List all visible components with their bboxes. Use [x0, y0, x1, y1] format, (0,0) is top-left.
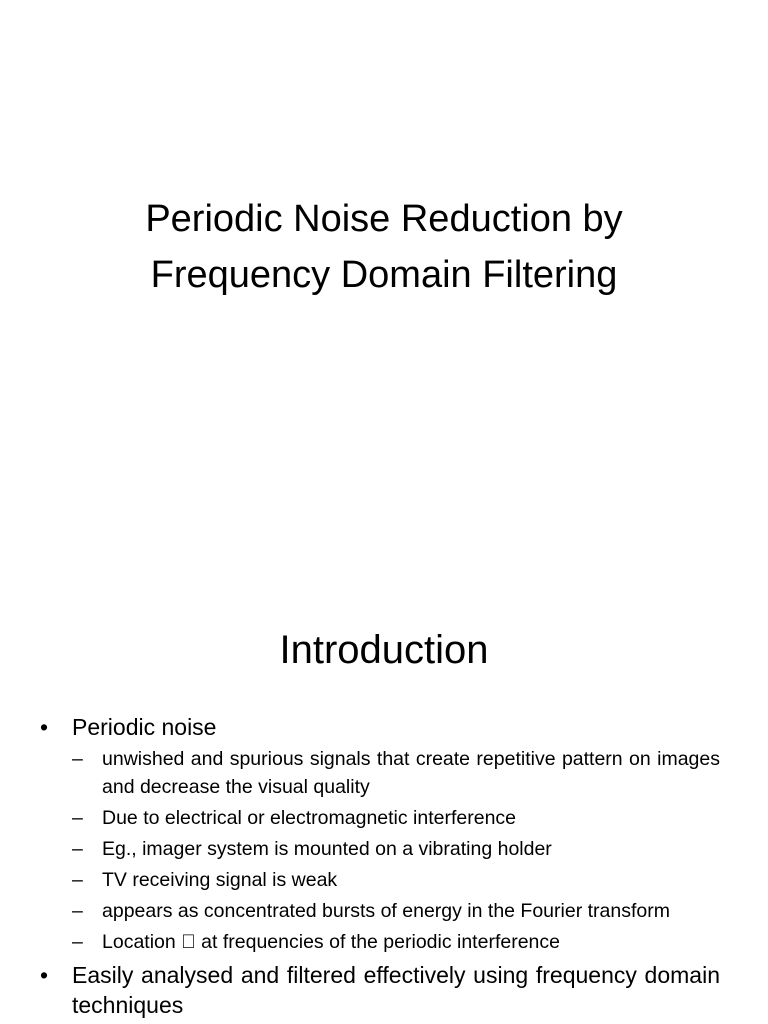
sub-bullet-text: appears as concentrated bursts of energy in the Fourier transform [102, 900, 670, 922]
slide-heading: Introduction [279, 628, 489, 672]
sub-bullet-item [72, 745, 720, 801]
sub-bullet-item [72, 897, 720, 925]
bullet-marker: • [40, 962, 49, 988]
introduction-slide [0, 576, 768, 1024]
dash-marker: – [72, 900, 83, 922]
slide-title [0, 191, 768, 303]
sub-bullet-item [72, 804, 720, 832]
bullet-text: Periodic noise [72, 714, 217, 740]
dash-marker: – [72, 869, 83, 891]
dash-marker: – [72, 748, 83, 770]
dash-marker: – [72, 931, 83, 953]
bullet-item [40, 712, 720, 956]
sub-bullet-item [72, 928, 720, 956]
sub-bullet-text: Eg., imager system is mounted on a vibrating holder [102, 838, 552, 860]
sub-bullet-text: Location at frequencies of the periodic interference [102, 931, 540, 953]
sub-bullet-text: TV receiving signal is weak [102, 869, 338, 891]
dash-marker: – [72, 838, 83, 860]
slide-title-line-2: Frequency Domain Filtering [150, 254, 618, 296]
sub-bullet-item [72, 835, 720, 863]
sub-bullet-list [72, 745, 720, 956]
slide-title-line-1: Periodic Noise Reduction by [145, 198, 623, 240]
bullet-text: Easily analysed and filtered effectively using frequency domain techniques [72, 962, 720, 1018]
bullet-marker: • [40, 714, 49, 740]
sub-bullet-text: unwished and spurious signals that create repetitive pattern on images and decrease the visual quality [102, 748, 720, 798]
bullet-list [40, 712, 720, 1020]
bullet-item [40, 960, 720, 1020]
sub-bullet-item [72, 866, 720, 894]
dash-marker: – [72, 807, 83, 829]
sub-bullet-text: Due to electrical or electromagnetic interference [102, 807, 517, 829]
